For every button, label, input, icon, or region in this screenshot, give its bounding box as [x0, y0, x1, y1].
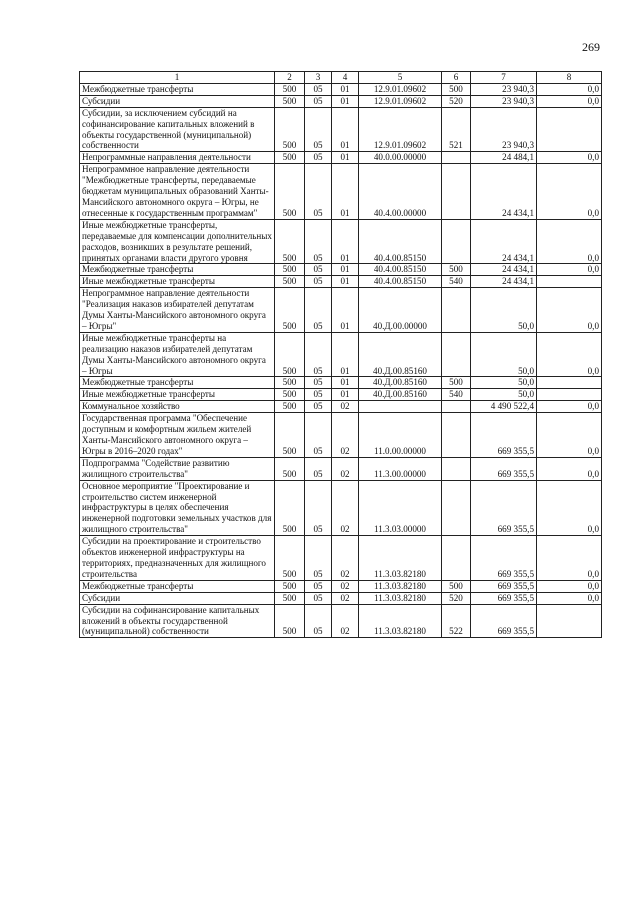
row-target-article: 40.0.00.00000	[359, 152, 442, 164]
row-expense-type	[442, 219, 471, 264]
row-subsection: 01	[332, 288, 359, 333]
row-amount-2: 0,0	[537, 332, 602, 377]
row-amount-2: 0,0	[537, 288, 602, 333]
row-section: 05	[305, 592, 332, 604]
column-header: 2	[275, 72, 305, 84]
row-amount-2: 0,0	[537, 152, 602, 164]
row-description: Коммунальное хозяйство	[80, 401, 275, 413]
row-description: Межбюджетные трансферты	[80, 264, 275, 276]
row-subsection: 01	[332, 389, 359, 401]
row-ministry-code: 500	[275, 83, 305, 95]
row-section: 05	[305, 413, 332, 458]
row-target-article: 12.9.01.09602	[359, 83, 442, 95]
row-subsection: 02	[332, 604, 359, 638]
row-ministry-code: 500	[275, 95, 305, 107]
row-amount-2: 0,0	[537, 83, 602, 95]
row-amount-2: 0,0	[537, 95, 602, 107]
row-ministry-code: 500	[275, 332, 305, 377]
row-description: Субсидии на проектирование и строительство объектов инженерной инфраструктуры на территориях, предназначенных для жилищного строительства	[80, 536, 275, 581]
row-target-article: 40.Д.00.85160	[359, 377, 442, 389]
row-section: 05	[305, 580, 332, 592]
column-header: 5	[359, 72, 442, 84]
row-target-article: 40.4.00.85150	[359, 219, 442, 264]
row-ministry-code: 500	[275, 480, 305, 536]
row-expense-type	[442, 164, 471, 220]
row-subsection: 01	[332, 83, 359, 95]
row-section: 05	[305, 164, 332, 220]
column-header: 3	[305, 72, 332, 84]
table-row	[80, 332, 602, 377]
row-subsection: 02	[332, 536, 359, 581]
table-row	[80, 536, 602, 581]
row-description: Иные межбюджетные трансферты на реализацию наказов избирателей депутатам Думы Ханты-Мансийского автономного округа – Югры	[80, 332, 275, 377]
row-ministry-code: 500	[275, 401, 305, 413]
row-subsection: 02	[332, 401, 359, 413]
row-expense-type: 540	[442, 276, 471, 288]
row-section: 05	[305, 389, 332, 401]
row-subsection: 02	[332, 580, 359, 592]
row-description: Подпрограмма "Содействие развитию жилищного строительства"	[80, 457, 275, 480]
row-description: Субсидии	[80, 592, 275, 604]
row-subsection: 02	[332, 457, 359, 480]
row-ministry-code: 500	[275, 264, 305, 276]
row-subsection: 01	[332, 107, 359, 152]
budget-table	[79, 71, 602, 638]
table-row	[80, 413, 602, 458]
column-header: 8	[537, 72, 602, 84]
row-description: Субсидии на софинансирование капитальных вложений в объекты государственной (муниципальной) собственности	[80, 604, 275, 638]
row-amount: 669 355,5	[471, 604, 537, 638]
row-subsection: 01	[332, 95, 359, 107]
row-expense-type: 520	[442, 592, 471, 604]
row-amount: 669 355,5	[471, 580, 537, 592]
row-section: 05	[305, 377, 332, 389]
row-section: 05	[305, 276, 332, 288]
row-ministry-code: 500	[275, 288, 305, 333]
budget-table-body	[80, 72, 602, 638]
row-description: Непрограммное направление деятельности "Реализация наказов избирателей депутатам Думы Ханты-Мансийского автономного округа – Югры"	[80, 288, 275, 333]
table-row	[80, 480, 602, 536]
row-section: 05	[305, 219, 332, 264]
row-subsection: 02	[332, 592, 359, 604]
row-description: Субсидии, за исключением субсидий на софинансирование капитальных вложений в объекты государственной (муниципальной) собственности	[80, 107, 275, 152]
row-amount-2: 0,0	[537, 480, 602, 536]
row-target-article	[359, 401, 442, 413]
row-amount-2: 0,0	[537, 401, 602, 413]
table-row	[80, 288, 602, 333]
row-ministry-code: 500	[275, 592, 305, 604]
row-subsection: 01	[332, 164, 359, 220]
table-row	[80, 95, 602, 107]
row-amount-2: 0,0	[537, 592, 602, 604]
row-target-article: 11.3.03.00000	[359, 480, 442, 536]
table-row	[80, 276, 602, 288]
table-row	[80, 604, 602, 638]
row-target-article: 12.9.01.09602	[359, 95, 442, 107]
row-amount: 669 355,5	[471, 413, 537, 458]
row-expense-type	[442, 413, 471, 458]
row-amount: 669 355,5	[471, 480, 537, 536]
row-section: 05	[305, 264, 332, 276]
row-section: 05	[305, 604, 332, 638]
row-section: 05	[305, 152, 332, 164]
row-section: 05	[305, 107, 332, 152]
row-expense-type	[442, 332, 471, 377]
row-amount: 24 484,1	[471, 152, 537, 164]
row-section: 05	[305, 457, 332, 480]
row-section: 05	[305, 95, 332, 107]
table-row	[80, 389, 602, 401]
row-description: Межбюджетные трансферты	[80, 580, 275, 592]
row-ministry-code: 500	[275, 164, 305, 220]
row-description: Непрограммное направление деятельности "Межбюджетные трансферты, передаваемые бюджетам муниципальных образований Ханты-Мансийского автономного округа – Югры, не отнесенные к государственным программам"	[80, 164, 275, 220]
row-target-article: 40.Д.00.85160	[359, 332, 442, 377]
row-description: Иные межбюджетные трансферты, передаваемые для компенсации дополнительных расходов, возникших в результате решений, принятых органами власти другого уровня	[80, 219, 275, 264]
row-amount-2: 0,0	[537, 264, 602, 276]
row-description: Иные межбюджетные трансферты	[80, 276, 275, 288]
row-section: 05	[305, 536, 332, 581]
row-amount-2: 0,0	[537, 219, 602, 264]
table-row	[80, 164, 602, 220]
row-amount-2: 0,0	[537, 580, 602, 592]
row-expense-type: 540	[442, 389, 471, 401]
row-amount: 24 434,1	[471, 164, 537, 220]
column-header: 1	[80, 72, 275, 84]
row-ministry-code: 500	[275, 276, 305, 288]
row-section: 05	[305, 401, 332, 413]
row-description: Субсидии	[80, 95, 275, 107]
row-amount: 23 940,3	[471, 95, 537, 107]
row-amount: 23 940,3	[471, 83, 537, 95]
row-amount: 669 355,5	[471, 536, 537, 581]
row-expense-type: 522	[442, 604, 471, 638]
row-ministry-code: 500	[275, 413, 305, 458]
row-target-article: 11.3.03.82180	[359, 604, 442, 638]
table-row	[80, 107, 602, 152]
row-description: Межбюджетные трансферты	[80, 83, 275, 95]
row-target-article: 11.0.00.00000	[359, 413, 442, 458]
row-expense-type: 521	[442, 107, 471, 152]
row-description: Межбюджетные трансферты	[80, 377, 275, 389]
row-target-article: 11.3.03.82180	[359, 580, 442, 592]
row-expense-type	[442, 457, 471, 480]
row-amount: 24 434,1	[471, 219, 537, 264]
row-expense-type: 500	[442, 377, 471, 389]
row-target-article: 12.9.01.09602	[359, 107, 442, 152]
row-subsection: 01	[332, 264, 359, 276]
row-ministry-code: 500	[275, 377, 305, 389]
row-amount: 4 490 522,4	[471, 401, 537, 413]
row-expense-type	[442, 288, 471, 333]
row-ministry-code: 500	[275, 536, 305, 581]
row-amount: 50,0	[471, 288, 537, 333]
row-amount: 50,0	[471, 389, 537, 401]
row-amount-2	[537, 107, 602, 152]
row-amount-2	[537, 389, 602, 401]
row-amount-2: 0,0	[537, 457, 602, 480]
column-number-row	[80, 72, 602, 84]
row-ministry-code: 500	[275, 457, 305, 480]
row-amount: 50,0	[471, 377, 537, 389]
row-amount: 24 434,1	[471, 264, 537, 276]
row-expense-type	[442, 401, 471, 413]
row-amount: 23 940,3	[471, 107, 537, 152]
row-amount: 669 355,5	[471, 592, 537, 604]
row-description: Непрограммные направления деятельности	[80, 152, 275, 164]
row-subsection: 01	[332, 377, 359, 389]
row-description: Основное мероприятие "Проектирование и строительство систем инженерной инфраструктуры в целях обеспечения инженерной подготовки земельных участков для жилищного строительства"	[80, 480, 275, 536]
row-expense-type: 520	[442, 95, 471, 107]
row-amount: 24 434,1	[471, 276, 537, 288]
row-ministry-code: 500	[275, 219, 305, 264]
row-subsection: 01	[332, 332, 359, 377]
table-row	[80, 401, 602, 413]
table-row	[80, 377, 602, 389]
row-target-article: 40.4.00.00000	[359, 164, 442, 220]
row-target-article: 11.3.03.82180	[359, 592, 442, 604]
row-expense-type	[442, 480, 471, 536]
row-expense-type: 500	[442, 580, 471, 592]
row-subsection: 02	[332, 480, 359, 536]
page-number: 269	[582, 40, 600, 54]
row-expense-type	[442, 152, 471, 164]
table-row	[80, 592, 602, 604]
row-expense-type: 500	[442, 83, 471, 95]
row-amount-2	[537, 276, 602, 288]
row-target-article: 40.4.00.85150	[359, 264, 442, 276]
row-subsection: 01	[332, 219, 359, 264]
row-expense-type: 500	[442, 264, 471, 276]
table-row	[80, 219, 602, 264]
row-ministry-code: 500	[275, 580, 305, 592]
row-amount: 50,0	[471, 332, 537, 377]
row-ministry-code: 500	[275, 152, 305, 164]
row-target-article: 40.4.00.85150	[359, 276, 442, 288]
row-expense-type	[442, 536, 471, 581]
column-header: 6	[442, 72, 471, 84]
row-subsection: 01	[332, 276, 359, 288]
row-target-article: 11.3.03.82180	[359, 536, 442, 581]
row-subsection: 02	[332, 413, 359, 458]
row-amount-2: 0,0	[537, 413, 602, 458]
row-target-article: 40.Д.00.85160	[359, 389, 442, 401]
table-row	[80, 457, 602, 480]
table-row	[80, 152, 602, 164]
table-row	[80, 83, 602, 95]
table-row	[80, 580, 602, 592]
row-amount-2: 0,0	[537, 164, 602, 220]
row-amount-2	[537, 377, 602, 389]
row-ministry-code: 500	[275, 604, 305, 638]
row-section: 05	[305, 480, 332, 536]
row-target-article: 11.3.00.00000	[359, 457, 442, 480]
row-description: Иные межбюджетные трансферты	[80, 389, 275, 401]
row-subsection: 01	[332, 152, 359, 164]
row-description: Государственная программа "Обеспечение доступным и комфортным жильем жителей Ханты-Мансийского автономного округа – Югры в 2016–2020 годах"	[80, 413, 275, 458]
row-ministry-code: 500	[275, 107, 305, 152]
row-amount: 669 355,5	[471, 457, 537, 480]
row-amount-2: 0,0	[537, 536, 602, 581]
row-amount-2	[537, 604, 602, 638]
column-header: 7	[471, 72, 537, 84]
table-row	[80, 264, 602, 276]
row-target-article: 40.Д.00.00000	[359, 288, 442, 333]
row-section: 05	[305, 332, 332, 377]
column-header: 4	[332, 72, 359, 84]
row-ministry-code: 500	[275, 389, 305, 401]
row-section: 05	[305, 288, 332, 333]
row-section: 05	[305, 83, 332, 95]
